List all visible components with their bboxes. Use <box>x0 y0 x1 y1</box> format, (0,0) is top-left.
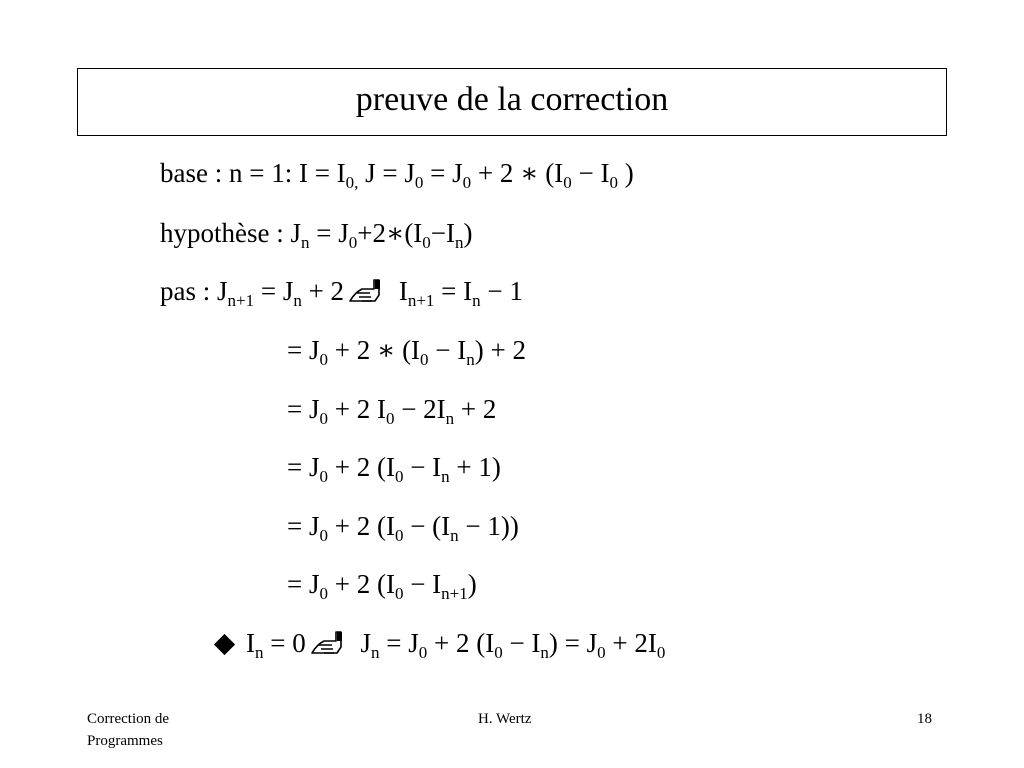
subscript: n+1 <box>407 291 435 310</box>
text: = J <box>287 394 320 424</box>
text: − 2I <box>394 394 446 424</box>
slide-title: preuve de la correction <box>355 81 669 118</box>
text: J = J <box>358 158 415 188</box>
subscript: 0 <box>563 173 572 192</box>
text: ) <box>617 158 634 188</box>
text: − I <box>428 335 467 365</box>
text: ) <box>467 569 477 599</box>
footer-course-line-1: Correction de <box>87 711 170 727</box>
subscript: 0 <box>609 173 618 192</box>
pointing-hand-icon <box>348 278 388 309</box>
subscript: n <box>301 233 310 252</box>
line-hypothese <box>160 218 473 252</box>
text: ) = J <box>548 628 598 658</box>
subscript: n+1 <box>441 584 468 603</box>
subscript: 0 <box>319 350 328 369</box>
subscript: n <box>450 526 459 545</box>
line-pas <box>160 278 523 309</box>
subscript: 0 <box>420 350 429 369</box>
subscript: 0 <box>348 233 358 252</box>
text: I <box>392 276 408 306</box>
text: + 2I <box>605 628 657 658</box>
text: = J <box>254 276 294 306</box>
line-conclusion <box>212 630 665 661</box>
subscript: 0 <box>319 584 328 603</box>
text: −I <box>430 218 456 248</box>
text: − I <box>403 569 442 599</box>
text: = J <box>309 218 349 248</box>
line-step-3 <box>287 452 501 486</box>
subscript: n <box>466 350 475 369</box>
text: + 2 <box>301 276 345 306</box>
text: + 1) <box>449 452 501 482</box>
text: = J <box>379 628 419 658</box>
subscript: n <box>255 643 264 662</box>
text: + 2 ∗ (I <box>327 335 421 365</box>
text: ) <box>463 218 473 248</box>
text: = I <box>434 276 473 306</box>
subscript: n <box>455 233 464 252</box>
subscript: n <box>445 409 455 428</box>
text: base : n = 1: I = I <box>160 158 346 188</box>
subscript: n <box>441 467 450 486</box>
diamond-bullet-icon <box>214 634 235 655</box>
text: − 1 <box>480 276 523 306</box>
text: − I <box>502 628 541 658</box>
footer-course-line-2: Programmes <box>87 733 163 749</box>
text: ) + 2 <box>474 335 526 365</box>
line-step-5 <box>287 569 477 603</box>
text: = J <box>287 569 320 599</box>
subscript: 0 <box>422 233 431 252</box>
text: = J <box>287 335 320 365</box>
text: +2∗(I <box>357 218 423 248</box>
title-box <box>77 68 947 136</box>
subscript: n <box>371 643 380 662</box>
text: pas : J <box>160 276 228 306</box>
subscript: n <box>293 291 302 310</box>
subscript: 0 <box>319 409 328 428</box>
subscript: 0 <box>414 173 424 192</box>
subscript: 0 <box>394 584 404 603</box>
text: + 2 (I <box>427 628 495 658</box>
subscript: 0 <box>319 526 328 545</box>
text: + 2 <box>454 394 497 424</box>
line-step-2 <box>287 394 497 428</box>
text: + 2 ∗ (I <box>471 158 564 188</box>
text: − (I <box>403 511 451 541</box>
text: = J <box>287 452 320 482</box>
subscript: 0 <box>319 467 328 486</box>
text: + 2 (I <box>327 511 395 541</box>
text: = J <box>287 511 320 541</box>
footer-page-number: 18 <box>917 711 932 727</box>
line-step-1 <box>287 335 526 369</box>
subscript: 0, <box>345 173 359 192</box>
line-step-4 <box>287 511 519 545</box>
text: I <box>246 628 255 658</box>
text: = J <box>423 158 463 188</box>
line-base <box>160 158 634 192</box>
subscript: 0 <box>494 643 503 662</box>
subscript: 0 <box>385 409 395 428</box>
footer-course-title <box>87 708 169 752</box>
text: + 2 (I <box>327 452 395 482</box>
text: + 2 I <box>327 394 386 424</box>
text: + 2 (I <box>327 569 395 599</box>
subscript: n <box>472 291 481 310</box>
text: = 0 <box>263 628 306 658</box>
subscript: 0 <box>656 643 666 662</box>
text: − I <box>571 158 610 188</box>
pointing-hand-icon <box>310 630 350 661</box>
footer-author: H. Wertz <box>478 711 532 727</box>
subscript: n <box>540 643 549 662</box>
text: − I <box>403 452 442 482</box>
subscript: 0 <box>597 643 606 662</box>
subscript: 0 <box>418 643 428 662</box>
subscript: n+1 <box>227 291 255 310</box>
subscript: 0 <box>462 173 472 192</box>
subscript: 0 <box>394 467 404 486</box>
text: J <box>353 628 371 658</box>
text: hypothèse : J <box>160 218 301 248</box>
subscript: 0 <box>394 526 404 545</box>
text: − 1)) <box>458 511 519 541</box>
